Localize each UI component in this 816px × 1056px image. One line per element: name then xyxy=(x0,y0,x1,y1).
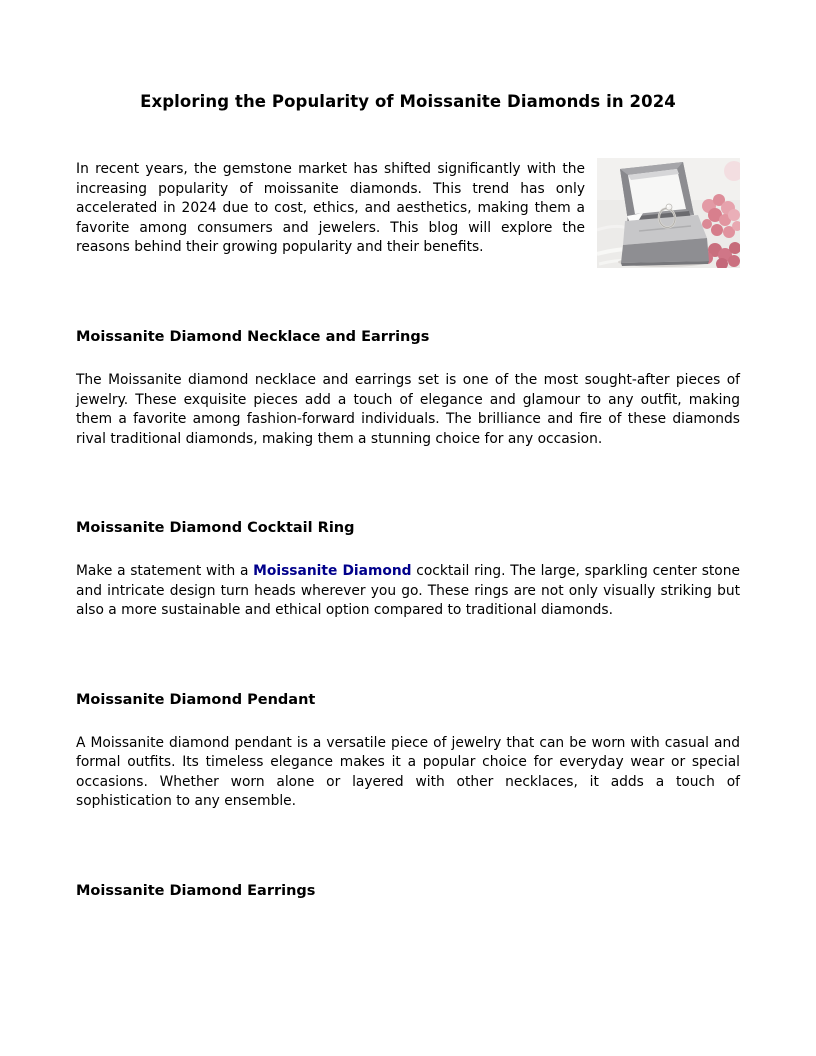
moissanite-diamond-link[interactable]: Moissanite Diamond xyxy=(253,563,412,579)
section-body-pendant: A Moissanite diamond pendant is a versatile piece of jewelry that can be worn with casual and formal outfits. Its timeless elegance makes it a popular choice for everyday wear or special occasions. Whether worn alone or layered with other necklaces, it adds a touch of sophistication to any ensemble. xyxy=(76,734,740,809)
text-after-link: cocktail ring. The large, sparkling center stone and intricate design turn heads wherever you go. These rings are not only visually striking but also a more sustainable and ethical option compared to traditional diamonds. xyxy=(76,563,740,618)
section-heading-pendant: Moissanite Diamond Pendant xyxy=(76,691,316,708)
section-heading-cocktail-ring: Moissanite Diamond Cocktail Ring xyxy=(76,520,355,536)
intro-paragraph: In recent years, the gemstone market has shifted significantly with the increasing popularity of moissanite diamonds. This trend has only accelerated in 2024 due to cost, ethics, and aesthetics, making them a favorite among consumers and jewelers. This blog will explore the reasons behind their growing popularity and their benefits. xyxy=(76,161,585,255)
intro-block xyxy=(76,160,740,276)
page-title: Exploring the Popularity of Moissanite Diamonds in 2024 xyxy=(140,92,676,111)
ring-box-base xyxy=(621,215,709,266)
text-before-link: Make a statement with a xyxy=(76,563,254,579)
section-heading-earrings: Moissanite Diamond Earrings xyxy=(76,882,316,899)
ring-box-photo xyxy=(597,158,740,268)
section-body-necklace-and-earrings: The Moissanite diamond necklace and earrings set is one of the most sought-after pieces of jewelry. These exquisite pieces add a touch of elegance and glamour to any outfit, making them a favorite among fashion-forward individuals. The brilliance and fire of these diamonds rival traditional diamonds, making them a stunning choice for any occasion. xyxy=(76,372,740,447)
section-heading-necklace-and-earrings: Moissanite Diamond Necklace and Earrings xyxy=(76,329,430,345)
section-body-cocktail-ring xyxy=(76,562,740,621)
